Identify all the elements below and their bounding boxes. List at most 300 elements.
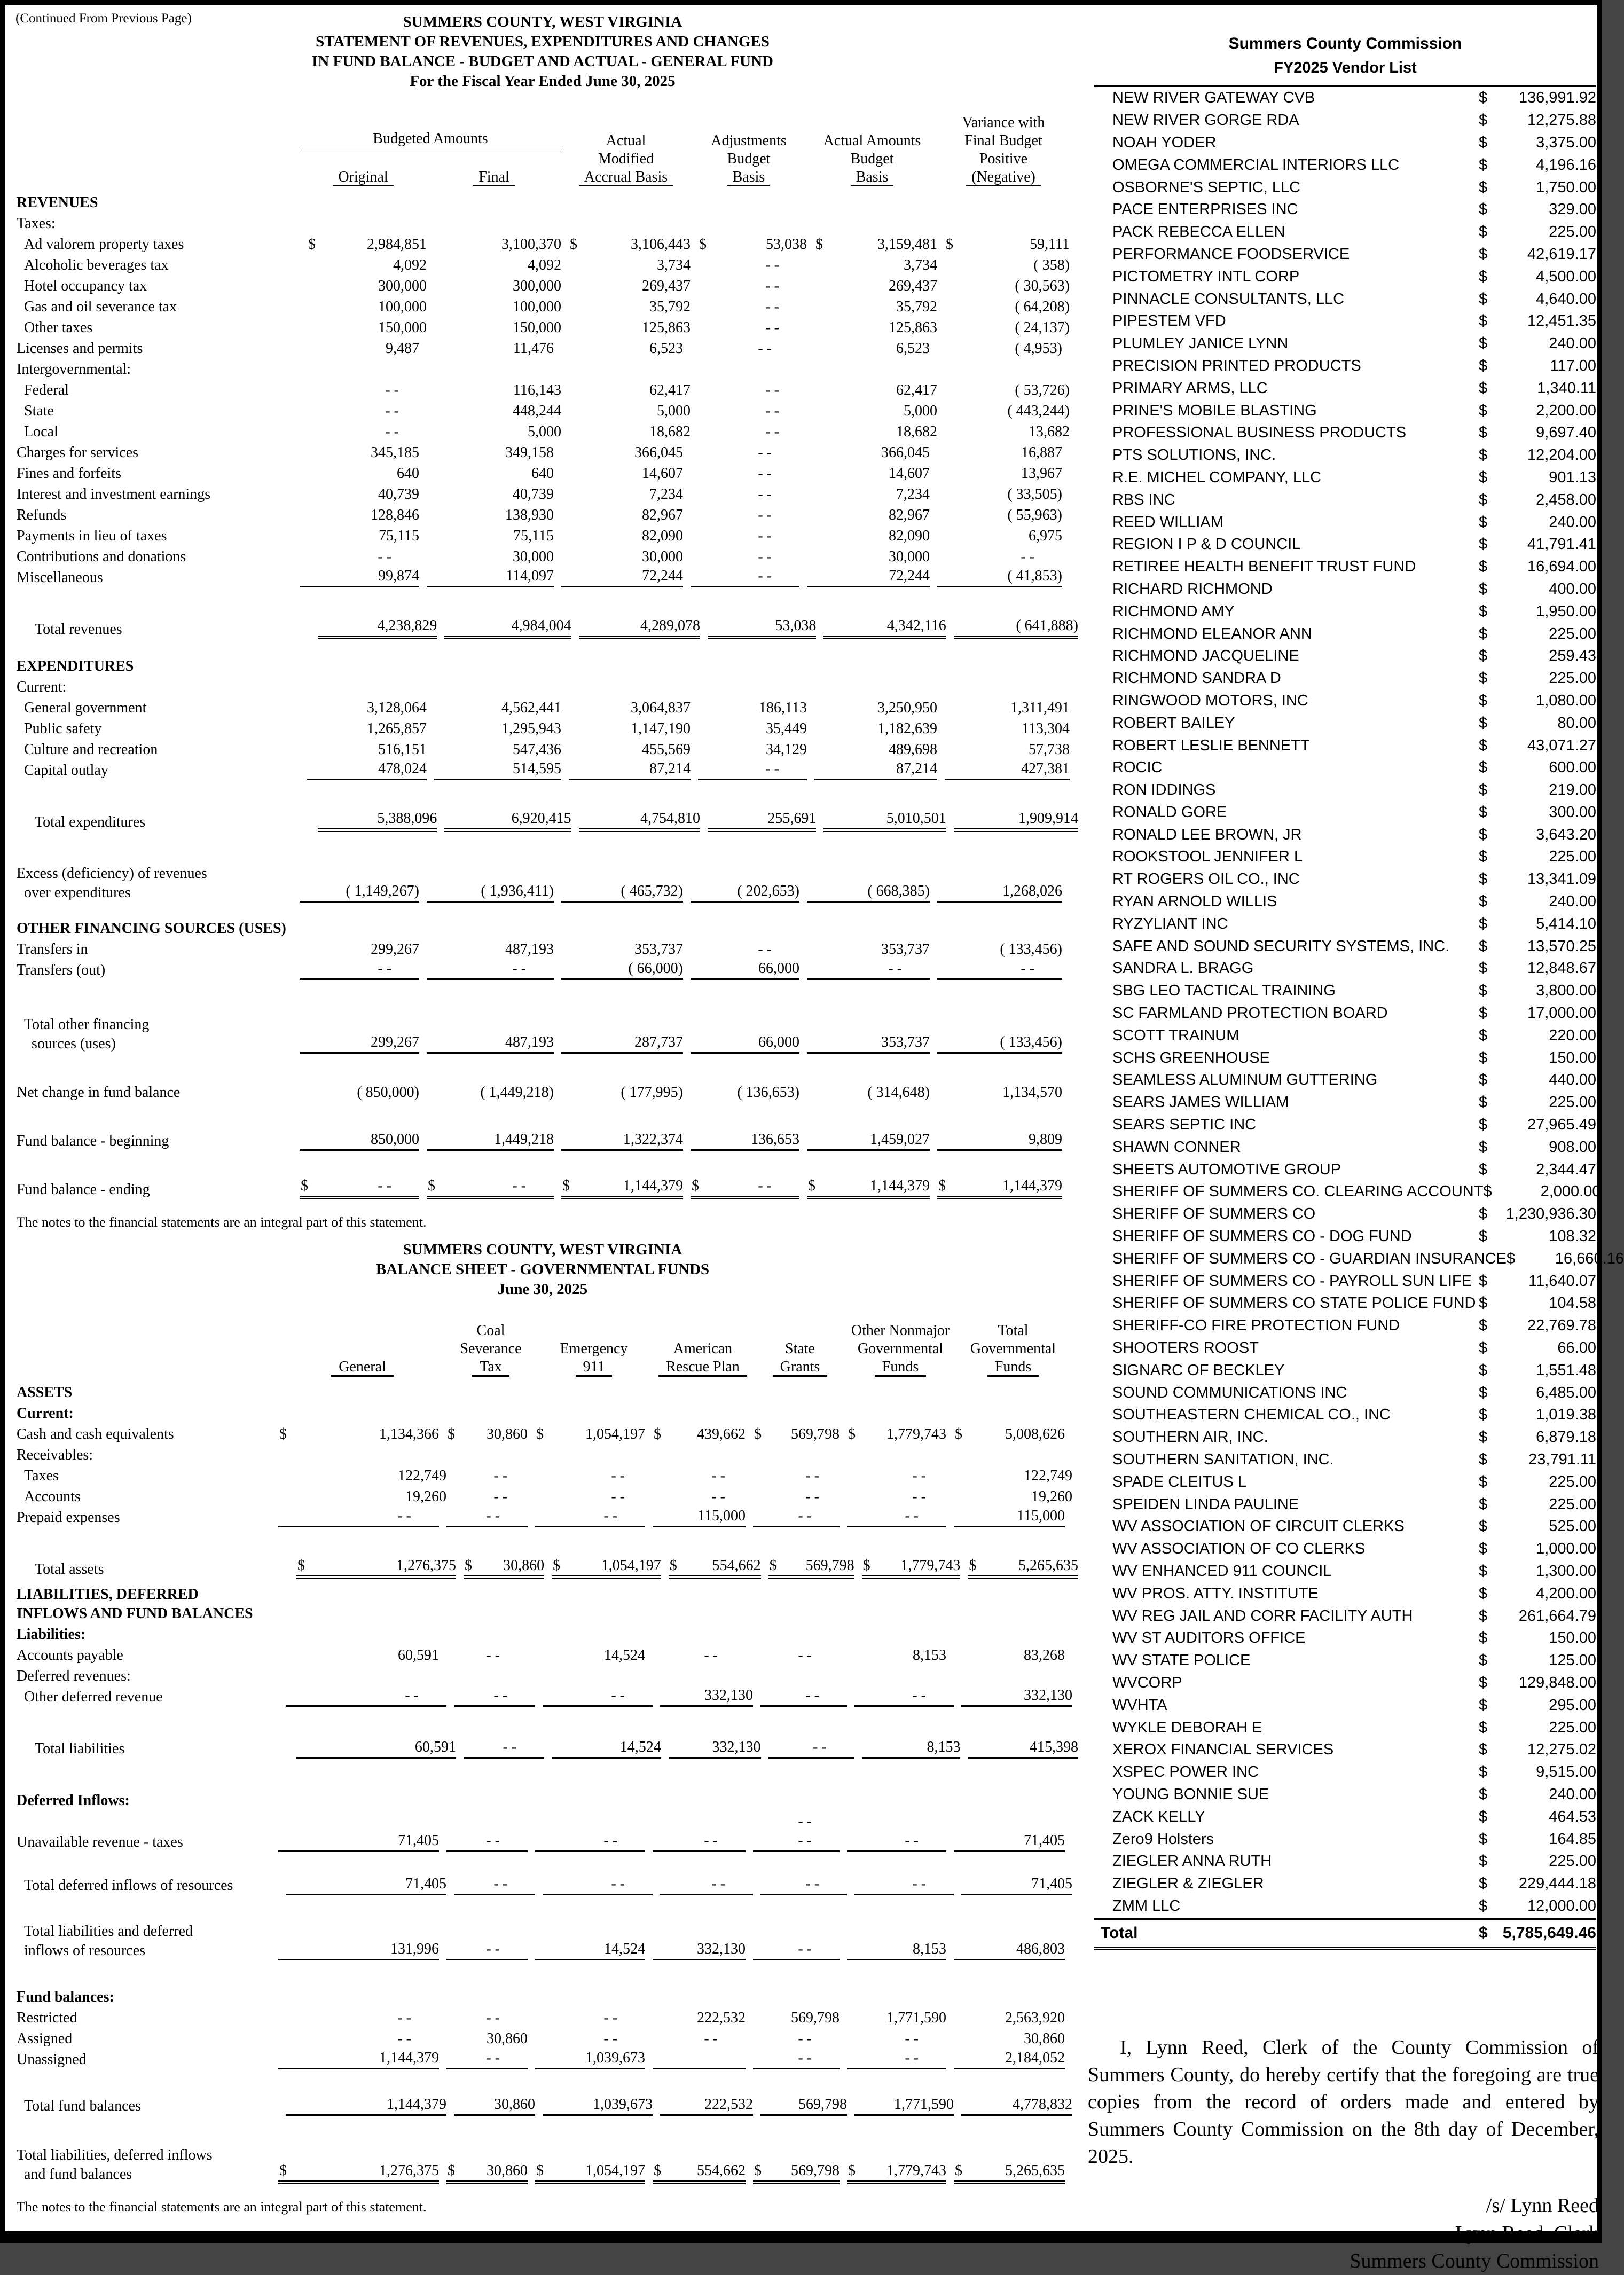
table-row <box>17 759 1078 780</box>
vendor-amount-value: 600.00 <box>1549 759 1596 776</box>
amount-cell <box>753 2028 840 2049</box>
vendor-name: RYZYLIANT INC <box>1112 915 1228 932</box>
amount-value: 30,860 <box>1024 2030 1065 2047</box>
vendor-row <box>1094 154 1596 176</box>
amount-cell <box>691 462 799 483</box>
vendor-amount <box>1479 848 1596 866</box>
amount-value: 34,129 <box>766 741 807 758</box>
currency-symbol: $ <box>754 2162 762 2179</box>
vendor-amount <box>1479 1339 1596 1357</box>
amount-value: 1,311,491 <box>1010 700 1070 716</box>
amount-value: - - <box>758 465 772 482</box>
amount-value: ( 4,953) <box>1015 340 1062 357</box>
statement1-title-line: For the Fiscal Year Ended June 30, 2025 <box>410 73 676 90</box>
amount-cell <box>807 567 930 587</box>
vendor-amount <box>1479 268 1596 286</box>
column-header-line: Other Nonmajor <box>851 1322 950 1339</box>
amount-cell <box>807 1179 930 1199</box>
amount-cell <box>579 618 700 639</box>
amount-value: ( 41,853) <box>1007 568 1062 584</box>
column-header-line: Variance with <box>962 114 1045 131</box>
amount-value: 1,779,743 <box>900 1557 961 1574</box>
currency-symbol: $ <box>1479 1785 1488 1803</box>
statement1-table <box>17 192 1078 1199</box>
amount-cell <box>954 811 1078 832</box>
amount-cell <box>961 1486 1072 1507</box>
vendor-amount-value: 1,950.00 <box>1536 602 1596 620</box>
vendor-row <box>1094 690 1596 712</box>
amount-value: 640 <box>397 465 419 482</box>
amount-cell <box>691 567 799 587</box>
table-row <box>17 2095 1078 2116</box>
vendor-name: WV ASSOCIATION OF CIRCUIT CLERKS <box>1112 1518 1405 1535</box>
amount-value: - - <box>486 1647 500 1664</box>
vendor-name: SANDRA L. BRAGG <box>1112 960 1254 977</box>
amount-value: 18,682 <box>896 423 937 440</box>
currency-symbol: $ <box>1479 1741 1488 1759</box>
currency-symbol: $ <box>1479 1429 1488 1446</box>
row-label-line: sources (uses) <box>32 1035 116 1052</box>
amount-value: 72,244 <box>889 568 930 584</box>
currency-symbol: $ <box>297 1557 305 1574</box>
amount-value: - - <box>758 941 772 958</box>
amount-cell <box>427 938 554 959</box>
amount-value: ( 1,449,218) <box>480 1084 554 1101</box>
amount-cell <box>945 718 1070 739</box>
vendor-name: OSBORNE'S SEPTIC, LLC <box>1112 178 1301 196</box>
vendor-amount <box>1479 246 1596 263</box>
amount-cell <box>278 1831 439 1852</box>
amount-cell <box>446 1507 528 1527</box>
vendor-name: SBG LEO TACTICAL TRAINING <box>1112 982 1336 1000</box>
certification-signer-name: Lynn Reed, Clerk <box>1455 2222 1599 2245</box>
amount-value: ( 1,149,267) <box>346 883 419 899</box>
column-header-underline: Funds <box>987 1359 1039 1377</box>
vendor-row <box>1094 1382 1596 1404</box>
currency-symbol: $ <box>1479 156 1488 174</box>
vendor-row <box>1094 511 1596 534</box>
amount-value: - - <box>385 382 399 398</box>
amount-value: 5,265,635 <box>1018 1557 1079 1574</box>
vendor-amount-value: 329.00 <box>1549 201 1596 218</box>
currency-symbol: $ <box>1479 1228 1488 1245</box>
row-spacer <box>17 1527 1078 1558</box>
vendor-name: PROFESSIONAL BUSINESS PRODUCTS <box>1112 424 1407 442</box>
row-label: Assigned <box>17 2030 73 2047</box>
table-row <box>17 718 1078 739</box>
vendor-amount-value: 3,643.20 <box>1536 826 1596 843</box>
amount-cell <box>814 296 937 317</box>
currency-symbol: $ <box>1479 536 1488 553</box>
amount-value: 100,000 <box>378 299 427 315</box>
column-header-underline: Original <box>333 169 393 187</box>
amount-cell <box>307 697 427 718</box>
row-label: Fines and forfeits <box>17 465 121 482</box>
row-label: Current: <box>17 679 67 695</box>
amount-value: - - <box>798 1647 812 1664</box>
amount-cell <box>814 275 937 296</box>
row-label: REVENUES <box>17 194 98 211</box>
vendor-amount-value: 240.00 <box>1549 1785 1596 1803</box>
amount-value: 269,437 <box>889 278 937 294</box>
amount-cell <box>753 1940 840 1960</box>
amount-cell <box>691 938 799 959</box>
amount-cell <box>945 379 1070 400</box>
table-row <box>17 2049 1078 2069</box>
vendor-amount <box>1479 134 1596 152</box>
vendor-row <box>1094 288 1596 310</box>
currency-symbol: $ <box>1479 1049 1488 1066</box>
vendor-row <box>1094 1895 1596 1918</box>
vendor-name: ZIEGLER ANNA RUTH <box>1112 1853 1272 1870</box>
subsection-row <box>17 1665 1078 1686</box>
amount-cell <box>768 1558 854 1579</box>
vendor-amount <box>1479 804 1596 821</box>
vendor-row <box>1094 1784 1596 1806</box>
amount-value: 150,000 <box>513 319 561 336</box>
amount-cell <box>660 1686 753 1707</box>
vendor-amount-value: 150.00 <box>1549 1049 1596 1066</box>
row-label: Total fund balances <box>24 2098 141 2114</box>
amount-cell <box>427 442 554 462</box>
amount-cell <box>427 504 554 525</box>
currency-symbol: $ <box>1479 379 1488 397</box>
column-header-line <box>473 168 515 186</box>
amount-cell <box>760 1486 847 1507</box>
amount-cell <box>286 1465 446 1486</box>
row-label: Fund balance - ending <box>17 1181 150 1198</box>
currency-symbol: $ <box>1479 491 1488 508</box>
amount-cell <box>427 567 554 587</box>
currency-symbol: $ <box>1479 1562 1488 1580</box>
amount-cell <box>669 1738 761 1759</box>
amount-cell <box>691 882 799 903</box>
amount-cell <box>945 254 1070 275</box>
vendor-amount-value: 13,341.09 <box>1527 870 1596 888</box>
amount-cell <box>427 1081 554 1102</box>
vendor-name: SHERIFF OF SUMMERS CO - PAYROLL SUN LIFE <box>1112 1272 1472 1290</box>
amount-cell <box>427 1130 554 1151</box>
vendor-name: WV ASSOCIATION OF CO CLERKS <box>1112 1540 1366 1558</box>
amount-cell <box>660 1486 753 1507</box>
currency-symbol: $ <box>570 236 577 253</box>
vendor-name: PACE ENTERPRISES INC <box>1112 201 1298 218</box>
column-header-line: Modified <box>598 151 654 167</box>
amount-value: 60,591 <box>414 1739 456 1755</box>
amount-value: 18,682 <box>649 423 691 440</box>
amount-value: 299,267 <box>371 941 419 958</box>
amount-value: - - <box>503 1739 517 1755</box>
notes-footer: The notes to the financial statements are an integral part of this statement. <box>17 2199 427 2215</box>
amount-cell <box>434 400 561 421</box>
vendor-row <box>1094 1627 1596 1650</box>
amount-value: 332,130 <box>697 1941 746 1957</box>
currency-symbol: $ <box>1483 1183 1492 1201</box>
table-row <box>17 618 1078 639</box>
amount-value: 6,920,415 <box>511 810 571 827</box>
amount-cell <box>446 1644 528 1665</box>
subsection-row <box>17 1402 1078 1423</box>
amount-cell <box>569 718 691 739</box>
amount-value: 71,405 <box>405 1876 446 1892</box>
currency-symbol: $ <box>1479 446 1488 464</box>
amount-value: ( 314,648) <box>867 1084 930 1101</box>
vendor-row <box>1094 958 1596 980</box>
amount-value: 71,405 <box>1031 1876 1072 1892</box>
table-row <box>17 379 1078 400</box>
amount-cell <box>854 1874 954 1895</box>
currency-symbol: $ <box>808 1178 815 1194</box>
amount-cell <box>278 1940 439 1960</box>
amount-value: 353,737 <box>881 941 930 958</box>
amount-value: - - <box>1021 960 1034 977</box>
amount-cell <box>535 1810 645 1831</box>
table-row <box>17 1810 1078 1831</box>
amount-value: 30,860 <box>487 1426 528 1442</box>
continued-note: (Continued From Previous Page) <box>15 11 192 26</box>
currency-symbol: $ <box>279 2162 287 2179</box>
row-label: Refunds <box>17 507 67 523</box>
currency-symbol: $ <box>1479 1384 1488 1401</box>
amount-cell <box>698 233 807 254</box>
amount-value: 113,304 <box>1022 720 1070 737</box>
amount-cell <box>653 2049 746 2069</box>
vendor-row <box>1094 779 1596 802</box>
amount-cell <box>698 379 807 400</box>
amount-cell <box>698 275 807 296</box>
vendor-row <box>1094 1181 1601 1203</box>
vendor-name: WV STATE POLICE <box>1112 1652 1251 1669</box>
column-header-underline: Rescue Plan <box>658 1359 747 1377</box>
amount-cell <box>698 759 807 780</box>
amount-value: - - <box>385 403 399 419</box>
amount-value: - - <box>798 1508 812 1524</box>
amount-cell <box>968 1558 1078 1579</box>
amount-value: 415,398 <box>1030 1739 1079 1755</box>
table-row <box>17 317 1078 338</box>
amount-value: - - <box>798 1813 812 1830</box>
amount-cell <box>569 233 691 254</box>
amount-cell <box>286 2095 446 2116</box>
vendor-name: XEROX FINANCIAL SERVICES <box>1112 1741 1334 1759</box>
vendor-total-row <box>1094 1918 1596 1950</box>
amount-cell <box>427 525 554 546</box>
table-row <box>17 739 1078 759</box>
amount-value: 8,153 <box>913 1647 946 1664</box>
vendor-name: PRINE'S MOBILE BLASTING <box>1112 402 1317 419</box>
amount-value: 1,147,190 <box>631 720 691 737</box>
amount-value: 30,860 <box>487 2162 528 2179</box>
amount-value: - - <box>397 2010 411 2026</box>
amount-cell <box>446 1940 528 1960</box>
amount-cell <box>434 296 561 317</box>
amount-value: 2,184,052 <box>1005 2050 1065 2066</box>
row-label: LIABILITIES, DEFERRED INFLOWS AND FUND BALANCES <box>17 1586 253 1622</box>
amount-cell <box>454 2095 535 2116</box>
vendor-row <box>1094 600 1596 623</box>
amount-value: - - <box>711 1876 725 1892</box>
column-header-line <box>727 168 771 186</box>
amount-cell <box>660 1874 753 1895</box>
amount-value: 255,691 <box>767 810 817 827</box>
vendor-row <box>1094 310 1596 333</box>
amount-value: ( 358) <box>1033 257 1070 273</box>
vendor-row <box>1094 1516 1596 1538</box>
amount-value: 3,064,837 <box>631 700 691 716</box>
amount-cell <box>847 2049 946 2069</box>
column-header-line <box>472 1358 509 1376</box>
amount-cell <box>937 1130 1062 1151</box>
vendor-amount <box>1479 179 1596 197</box>
row-spacer <box>17 980 1078 1011</box>
amount-value: - - <box>765 278 779 294</box>
vendor-amount-value: 129,848.00 <box>1518 1674 1596 1691</box>
amount-value: 30,860 <box>494 2096 535 2113</box>
amount-value: 128,846 <box>371 507 419 523</box>
currency-symbol: $ <box>1479 312 1488 330</box>
row-label: Ad valorem property taxes <box>24 236 184 253</box>
vendor-amount-value: 440.00 <box>1549 1071 1596 1089</box>
amount-value: - - <box>912 1876 926 1892</box>
currency-symbol: $ <box>1479 759 1488 776</box>
amount-value: 569,798 <box>791 2010 840 2026</box>
row-label: Public safety <box>24 720 102 737</box>
vendor-amount-value: 229,444.18 <box>1518 1875 1596 1893</box>
amount-cell <box>307 739 427 759</box>
amount-value: - - <box>611 1876 625 1892</box>
vendor-amount-value: 16,694.00 <box>1527 558 1596 576</box>
amount-value: ( 1,936,411) <box>481 883 554 899</box>
currency-symbol: $ <box>1479 647 1488 665</box>
amount-value: 269,437 <box>642 278 691 294</box>
amount-value: 19,260 <box>405 1488 446 1505</box>
amount-cell <box>954 2163 1065 2184</box>
amount-cell <box>814 739 937 759</box>
row-spacer <box>17 1054 1078 1081</box>
amount-cell <box>807 882 930 903</box>
table-row <box>17 938 1078 959</box>
currency-symbol: $ <box>1479 1652 1488 1669</box>
currency-symbol: $ <box>946 236 953 253</box>
currency-symbol: $ <box>1479 112 1488 129</box>
vendor-name: SPADE CLEITUS L <box>1112 1473 1246 1490</box>
vendor-amount-value: 1,551.48 <box>1536 1361 1596 1379</box>
amount-cell <box>653 2028 746 2049</box>
amount-cell <box>862 1738 961 1759</box>
currency-symbol: $ <box>1479 201 1488 218</box>
amount-cell <box>569 400 691 421</box>
row-label: Charges for services <box>17 444 139 461</box>
amount-value: 345,185 <box>371 444 419 461</box>
amount-cell <box>300 338 419 358</box>
currency-symbol: $ <box>1479 848 1488 866</box>
table-row <box>17 442 1078 462</box>
amount-cell <box>446 1810 528 1831</box>
amount-value: - - <box>603 1508 617 1524</box>
vendor-name: SHERIFF OF SUMMERS CO - GUARDIAN INSURANCE <box>1112 1250 1507 1267</box>
amount-cell <box>278 1507 439 1527</box>
vendor-amount <box>1479 870 1596 888</box>
currency-symbol: $ <box>654 2162 661 2179</box>
statement1-title <box>17 12 1069 91</box>
vendor-row <box>1094 1203 1596 1226</box>
vendor-amount-value: 1,019.38 <box>1536 1406 1596 1424</box>
amount-value: ( 66,000) <box>628 960 683 977</box>
row-label: Interest and investment earnings <box>17 486 211 503</box>
amount-value: 1,134,570 <box>1002 1084 1062 1101</box>
amount-value: ( 64,208) <box>1015 299 1070 315</box>
amount-cell <box>807 1081 930 1102</box>
vendor-amount <box>1479 1205 1596 1223</box>
amount-cell <box>937 525 1062 546</box>
amount-cell <box>945 759 1070 780</box>
currency-symbol: $ <box>654 1426 661 1442</box>
row-label: Deferred revenues: <box>17 1668 131 1684</box>
vendor-name: ROCIC <box>1112 759 1163 776</box>
vendor-amount-value: 12,275.02 <box>1527 1741 1596 1759</box>
amount-cell <box>300 567 419 587</box>
amount-value: 82,967 <box>889 507 930 523</box>
column-header-underline: Basis <box>851 169 894 187</box>
amount-value: 1,909,914 <box>1018 810 1079 827</box>
amount-cell <box>318 811 437 832</box>
amount-value: - - <box>905 1832 919 1849</box>
vendor-amount-value: 43,071.27 <box>1527 736 1596 754</box>
amount-cell <box>814 317 937 338</box>
vendor-name: PRIMARY ARMS, LLC <box>1112 379 1268 397</box>
amount-value: - - <box>905 1508 919 1524</box>
column-header-line <box>875 1358 926 1376</box>
amount-cell <box>660 1465 753 1486</box>
amount-cell <box>427 882 554 903</box>
vendor-amount-value: 12,451.35 <box>1527 312 1596 330</box>
amount-cell <box>807 525 930 546</box>
amount-cell <box>698 718 807 739</box>
vendor-amount-value: 9,515.00 <box>1536 1763 1596 1781</box>
vendor-amount <box>1479 1808 1596 1826</box>
amount-value: 332,130 <box>704 1687 753 1704</box>
amount-value: ( 133,456) <box>1000 941 1062 958</box>
currency-symbol: $ <box>1479 1361 1488 1379</box>
vendor-amount-value: 225.00 <box>1549 1495 1596 1513</box>
amount-cell <box>535 2007 645 2028</box>
vendor-amount <box>1479 1518 1596 1535</box>
vendor-name: SHEETS AUTOMOTIVE GROUP <box>1112 1160 1341 1178</box>
amount-value: 2,984,851 <box>367 236 427 253</box>
statement2-title-line: June 30, 2025 <box>497 1281 588 1298</box>
amount-value: - - <box>813 1739 827 1755</box>
amount-cell <box>278 2007 439 2028</box>
column-header-line <box>579 168 673 186</box>
amount-value: 1,144,379 <box>870 1178 930 1194</box>
currency-symbol: $ <box>1479 1763 1488 1781</box>
amount-cell <box>307 421 427 442</box>
column-header-line: Budget <box>850 151 894 167</box>
vendor-name: OMEGA COMMERCIAL INTERIORS LLC <box>1112 156 1400 174</box>
amount-cell <box>446 2007 528 2028</box>
amount-value: 353,737 <box>634 941 683 958</box>
amount-value: - - <box>798 2050 812 2066</box>
amount-cell <box>569 739 691 759</box>
vendor-amount <box>1479 491 1596 509</box>
amount-value: 5,388,096 <box>377 810 437 827</box>
table-row <box>17 1644 1078 1665</box>
amount-value: 1,144,379 <box>387 2096 446 2113</box>
vendor-amount-value: 225.00 <box>1549 223 1596 241</box>
column-header <box>847 1317 954 1376</box>
vendor-amount-value: 240.00 <box>1549 335 1596 352</box>
amount-cell <box>569 296 691 317</box>
